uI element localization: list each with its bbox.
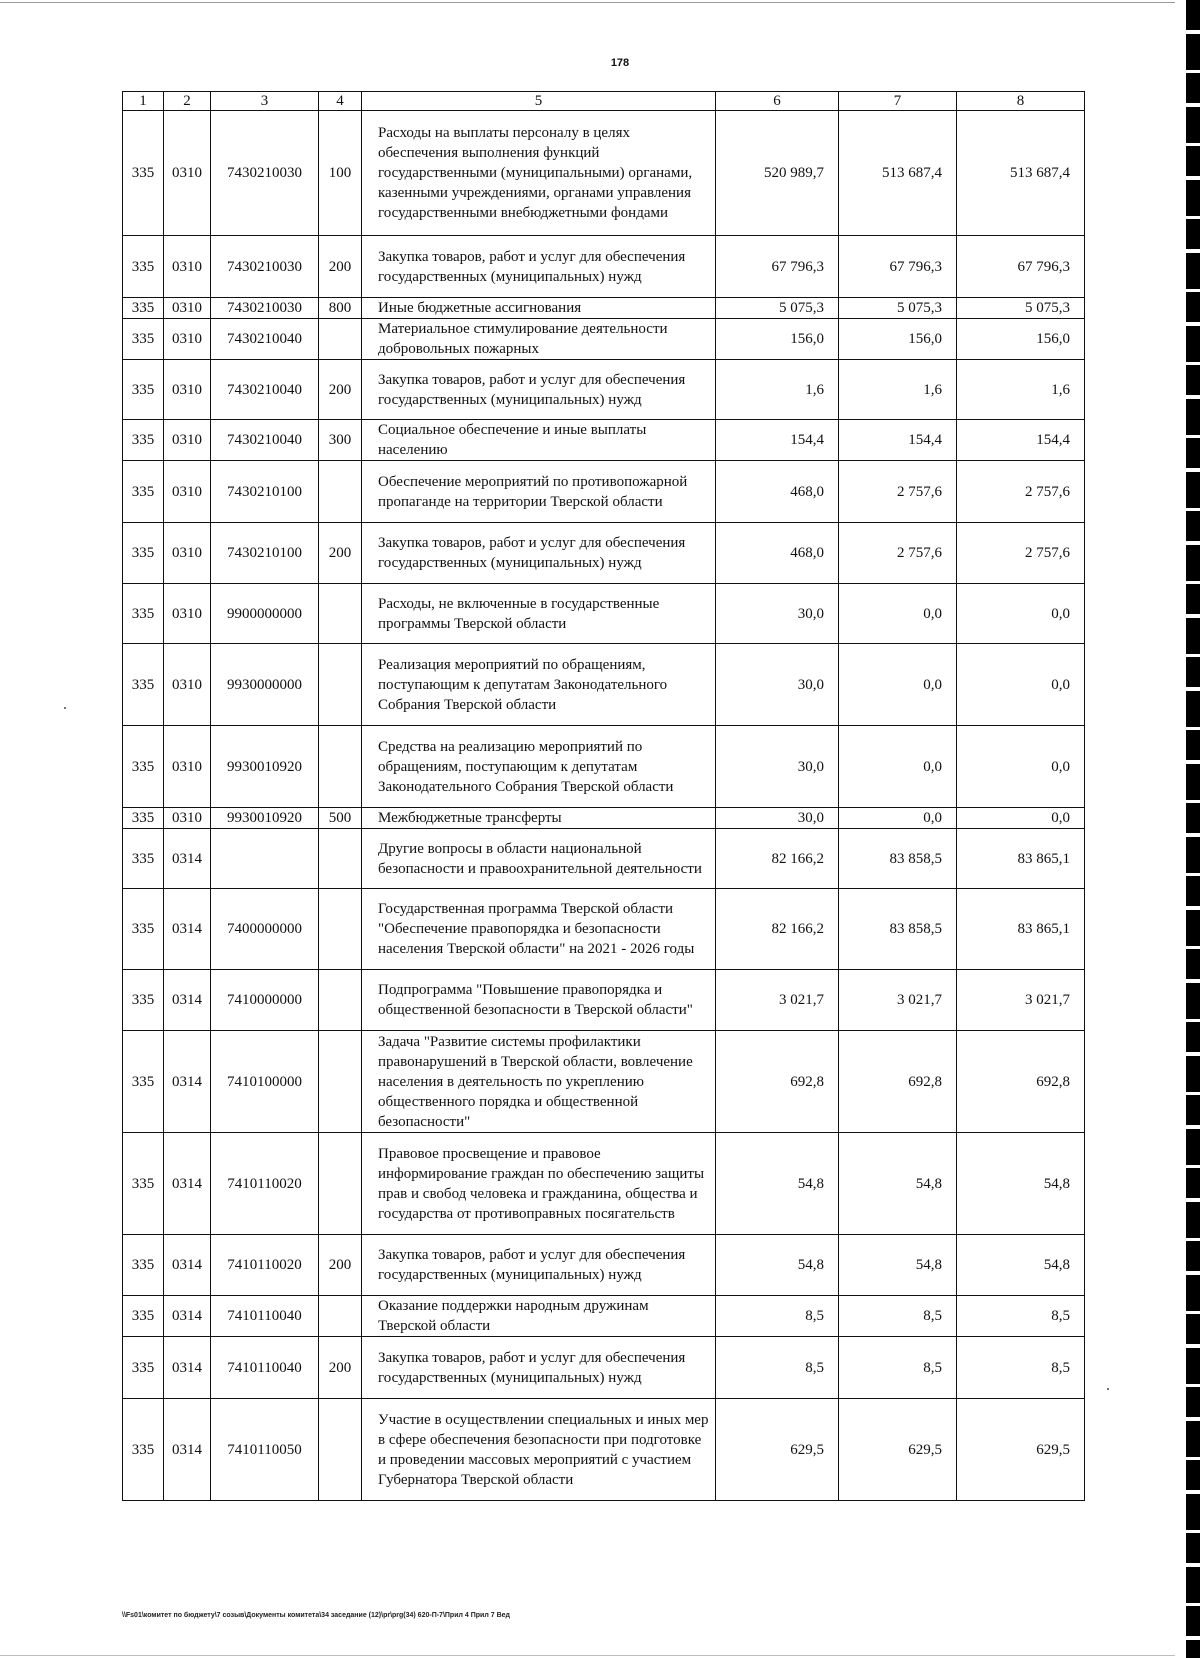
expense-type-cell: 200	[319, 523, 362, 584]
section-code-cell: 0314	[164, 889, 211, 970]
expense-type-cell	[319, 1296, 362, 1337]
amount-col7-cell: 692,8	[839, 1031, 957, 1133]
section-code-cell: 0310	[164, 644, 211, 726]
amount-col6-cell: 5 075,3	[716, 298, 839, 319]
header-cell-6: 6	[716, 92, 839, 111]
amount-col6-cell: 8,5	[716, 1296, 839, 1337]
section-code-cell: 0310	[164, 523, 211, 584]
section-code-cell: 0314	[164, 1133, 211, 1235]
expense-type-cell: 200	[319, 236, 362, 298]
top-scan-rule	[0, 2, 1175, 3]
amount-col8-cell: 2 757,6	[957, 523, 1085, 584]
target-article-cell: 7410110040	[211, 1296, 319, 1337]
target-article-cell: 7430210040	[211, 360, 319, 420]
section-code-cell: 0314	[164, 1399, 211, 1501]
expense-type-cell: 500	[319, 808, 362, 829]
admin-code-cell: 335	[123, 1296, 164, 1337]
amount-col8-cell: 629,5	[957, 1399, 1085, 1501]
expense-type-cell	[319, 1031, 362, 1133]
section-code-cell: 0310	[164, 461, 211, 523]
table-header-row	[123, 92, 1085, 111]
target-article-cell: 9930000000	[211, 644, 319, 726]
section-code-cell: 0314	[164, 970, 211, 1031]
amount-col6-cell: 82 166,2	[716, 889, 839, 970]
target-article-cell: 7430210030	[211, 298, 319, 319]
header-cell-2: 2	[164, 92, 211, 111]
amount-col8-cell: 3 021,7	[957, 970, 1085, 1031]
amount-col6-cell: 54,8	[716, 1235, 839, 1296]
target-article-cell: 7430210030	[211, 236, 319, 298]
description-cell: Закупка товаров, работ и услуг для обеспечения государственных (муниципальных) нужд	[362, 236, 716, 298]
amount-col8-cell: 692,8	[957, 1031, 1085, 1133]
header-cell-8: 8	[957, 92, 1085, 111]
amount-col6-cell: 520 989,7	[716, 111, 839, 236]
amount-col7-cell: 83 858,5	[839, 829, 957, 889]
target-article-cell: 7430210040	[211, 319, 319, 360]
amount-col7-cell: 156,0	[839, 319, 957, 360]
footer-file-path: \\Fs01\комитет по бюджету\7 созыв\Документы комитета\34 заседание (12)\pr\prg(34) 620-П-7\Прил 4 Прил 7 Вед	[122, 1612, 510, 1619]
table-row	[123, 461, 1085, 523]
target-article-cell: 7430210100	[211, 523, 319, 584]
section-code-cell: 0310	[164, 319, 211, 360]
description-cell: Участие в осуществлении специальных и иных мер в сфере обеспечения безопасности при подготовке и проведении массовых мероприятий с участием Губернатора Тверской области	[362, 1399, 716, 1501]
table-row	[123, 644, 1085, 726]
expense-type-cell	[319, 726, 362, 808]
table-row	[123, 1133, 1085, 1235]
expense-type-cell	[319, 1133, 362, 1235]
table-row	[123, 236, 1085, 298]
table-row	[123, 1031, 1085, 1133]
amount-col8-cell: 0,0	[957, 644, 1085, 726]
amount-col7-cell: 83 858,5	[839, 889, 957, 970]
section-code-cell: 0314	[164, 1235, 211, 1296]
admin-code-cell: 335	[123, 1031, 164, 1133]
admin-code-cell: 335	[123, 808, 164, 829]
amount-col6-cell: 3 021,7	[716, 970, 839, 1031]
target-article-cell: 9930010920	[211, 808, 319, 829]
table-row	[123, 726, 1085, 808]
admin-code-cell: 335	[123, 1399, 164, 1501]
section-code-cell: 0310	[164, 236, 211, 298]
amount-col6-cell: 82 166,2	[716, 829, 839, 889]
expense-type-cell: 200	[319, 1337, 362, 1399]
admin-code-cell: 335	[123, 111, 164, 236]
amount-col6-cell: 468,0	[716, 523, 839, 584]
expense-type-cell	[319, 829, 362, 889]
table-row	[123, 319, 1085, 360]
amount-col8-cell: 154,4	[957, 420, 1085, 461]
amount-col8-cell: 0,0	[957, 584, 1085, 644]
amount-col6-cell: 468,0	[716, 461, 839, 523]
target-article-cell: 7410110020	[211, 1133, 319, 1235]
amount-col6-cell: 30,0	[716, 808, 839, 829]
admin-code-cell: 335	[123, 360, 164, 420]
description-cell: Обеспечение мероприятий по противопожарной пропаганде на территории Тверской области	[362, 461, 716, 523]
admin-code-cell: 335	[123, 461, 164, 523]
expense-type-cell	[319, 644, 362, 726]
section-code-cell: 0310	[164, 420, 211, 461]
amount-col6-cell: 156,0	[716, 319, 839, 360]
description-cell: Подпрограмма "Повышение правопорядка и общественной безопасности в Тверской области"	[362, 970, 716, 1031]
amount-col7-cell: 2 757,6	[839, 523, 957, 584]
description-cell: Закупка товаров, работ и услуг для обеспечения государственных (муниципальных) нужд	[362, 1337, 716, 1399]
amount-col7-cell: 67 796,3	[839, 236, 957, 298]
description-cell: Материальное стимулирование деятельности добровольных пожарных	[362, 319, 716, 360]
target-article-cell: 7410110020	[211, 1235, 319, 1296]
amount-col7-cell: 2 757,6	[839, 461, 957, 523]
admin-code-cell: 335	[123, 298, 164, 319]
amount-col8-cell: 8,5	[957, 1296, 1085, 1337]
table-row	[123, 1399, 1085, 1501]
bottom-scan-rule	[0, 1655, 1175, 1656]
amount-col7-cell: 8,5	[839, 1296, 957, 1337]
description-cell: Другие вопросы в области национальной безопасности и правоохранительной деятельности	[362, 829, 716, 889]
amount-col6-cell: 30,0	[716, 584, 839, 644]
target-article-cell: 7430210030	[211, 111, 319, 236]
description-cell: Расходы, не включенные в государственные программы Тверской области	[362, 584, 716, 644]
target-article-cell: 9930010920	[211, 726, 319, 808]
expense-type-cell: 200	[319, 360, 362, 420]
amount-col6-cell: 692,8	[716, 1031, 839, 1133]
admin-code-cell: 335	[123, 420, 164, 461]
admin-code-cell: 335	[123, 1235, 164, 1296]
scan-speck	[64, 707, 66, 709]
admin-code-cell: 335	[123, 970, 164, 1031]
amount-col7-cell: 0,0	[839, 644, 957, 726]
admin-code-cell: 335	[123, 523, 164, 584]
expense-type-cell	[319, 319, 362, 360]
section-code-cell: 0314	[164, 1296, 211, 1337]
section-code-cell: 0310	[164, 808, 211, 829]
expense-type-cell	[319, 461, 362, 523]
amount-col6-cell: 1,6	[716, 360, 839, 420]
table-row	[123, 298, 1085, 319]
amount-col6-cell: 8,5	[716, 1337, 839, 1399]
table-row	[123, 523, 1085, 584]
amount-col8-cell: 1,6	[957, 360, 1085, 420]
expense-type-cell	[319, 970, 362, 1031]
target-article-cell: 7400000000	[211, 889, 319, 970]
amount-col7-cell: 3 021,7	[839, 970, 957, 1031]
amount-col7-cell: 1,6	[839, 360, 957, 420]
table-row	[123, 584, 1085, 644]
target-article-cell: 7410110050	[211, 1399, 319, 1501]
target-article-cell: 7410100000	[211, 1031, 319, 1133]
header-cell-5: 5	[362, 92, 716, 111]
section-code-cell: 0310	[164, 111, 211, 236]
target-article-cell: 9900000000	[211, 584, 319, 644]
header-cell-4: 4	[319, 92, 362, 111]
description-cell: Иные бюджетные ассигнования	[362, 298, 716, 319]
target-article-cell: 7430210100	[211, 461, 319, 523]
amount-col7-cell: 5 075,3	[839, 298, 957, 319]
amount-col8-cell: 54,8	[957, 1235, 1085, 1296]
table-row	[123, 970, 1085, 1031]
expense-type-cell: 200	[319, 1235, 362, 1296]
description-cell: Государственная программа Тверской области "Обеспечение правопорядка и безопасности населения Тверской области" на 2021 - 2026 годы	[362, 889, 716, 970]
scan-edge-strip	[1186, 0, 1200, 1658]
amount-col7-cell: 0,0	[839, 584, 957, 644]
expense-type-cell: 100	[319, 111, 362, 236]
amount-col8-cell: 513 687,4	[957, 111, 1085, 236]
description-cell: Закупка товаров, работ и услуг для обеспечения государственных (муниципальных) нужд	[362, 523, 716, 584]
amount-col6-cell: 54,8	[716, 1133, 839, 1235]
amount-col8-cell: 54,8	[957, 1133, 1085, 1235]
description-cell: Закупка товаров, работ и услуг для обеспечения государственных (муниципальных) нужд	[362, 360, 716, 420]
description-cell: Закупка товаров, работ и услуг для обеспечения государственных (муниципальных) нужд	[362, 1235, 716, 1296]
expense-type-cell: 800	[319, 298, 362, 319]
admin-code-cell: 335	[123, 726, 164, 808]
table-row	[123, 360, 1085, 420]
description-cell: Реализация мероприятий по обращениям, поступающим к депутатам Законодательного Собрания Тверской области	[362, 644, 716, 726]
header-cell-7: 7	[839, 92, 957, 111]
section-code-cell: 0310	[164, 360, 211, 420]
table-row	[123, 1296, 1085, 1337]
table-row	[123, 808, 1085, 829]
amount-col8-cell: 83 865,1	[957, 829, 1085, 889]
amount-col8-cell: 8,5	[957, 1337, 1085, 1399]
description-cell: Правовое просвещение и правовое информирование граждан по обеспечению защиты прав и свобод человека и гражданина, общества и государства от противоправных посягательств	[362, 1133, 716, 1235]
section-code-cell: 0314	[164, 829, 211, 889]
description-cell: Средства на реализацию мероприятий по обращениям, поступающим к депутатам Законодательного Собрания Тверской области	[362, 726, 716, 808]
section-code-cell: 0310	[164, 584, 211, 644]
table-row	[123, 1235, 1085, 1296]
section-code-cell: 0314	[164, 1337, 211, 1399]
target-article-cell	[211, 829, 319, 889]
expense-type-cell	[319, 1399, 362, 1501]
amount-col7-cell: 154,4	[839, 420, 957, 461]
description-cell: Социальное обеспечение и иные выплаты населению	[362, 420, 716, 461]
admin-code-cell: 335	[123, 584, 164, 644]
table-row	[123, 889, 1085, 970]
table-row	[123, 420, 1085, 461]
scan-speck	[1107, 1388, 1109, 1390]
amount-col8-cell: 2 757,6	[957, 461, 1085, 523]
budget-table-body	[123, 92, 1085, 1501]
section-code-cell: 0310	[164, 298, 211, 319]
description-cell: Оказание поддержки народным дружинам Тверской области	[362, 1296, 716, 1337]
amount-col8-cell: 67 796,3	[957, 236, 1085, 298]
expense-type-cell	[319, 584, 362, 644]
amount-col8-cell: 83 865,1	[957, 889, 1085, 970]
page-number: 178	[610, 57, 630, 69]
table-row	[123, 1337, 1085, 1399]
amount-col8-cell: 156,0	[957, 319, 1085, 360]
amount-col6-cell: 67 796,3	[716, 236, 839, 298]
amount-col7-cell: 629,5	[839, 1399, 957, 1501]
table-row	[123, 111, 1085, 236]
budget-table	[122, 91, 1085, 1501]
admin-code-cell: 335	[123, 829, 164, 889]
description-cell: Расходы на выплаты персоналу в целях обеспечения выполнения функций государственными (муниципальными) органами, казенными учреждениями, органами управления государственными внебюджетными фондами	[362, 111, 716, 236]
amount-col8-cell: 0,0	[957, 808, 1085, 829]
section-code-cell: 0314	[164, 1031, 211, 1133]
amount-col7-cell: 54,8	[839, 1235, 957, 1296]
amount-col8-cell: 5 075,3	[957, 298, 1085, 319]
amount-col8-cell: 0,0	[957, 726, 1085, 808]
admin-code-cell: 335	[123, 319, 164, 360]
expense-type-cell: 300	[319, 420, 362, 461]
target-article-cell: 7410110040	[211, 1337, 319, 1399]
target-article-cell: 7430210040	[211, 420, 319, 461]
amount-col6-cell: 629,5	[716, 1399, 839, 1501]
amount-col7-cell: 0,0	[839, 808, 957, 829]
admin-code-cell: 335	[123, 1133, 164, 1235]
description-cell: Задача "Развитие системы профилактики правонарушений в Тверской области, вовлечение населения в деятельность по укреплению общественного порядка и общественной безопасности"	[362, 1031, 716, 1133]
table-row	[123, 829, 1085, 889]
amount-col7-cell: 54,8	[839, 1133, 957, 1235]
admin-code-cell: 335	[123, 644, 164, 726]
amount-col6-cell: 30,0	[716, 726, 839, 808]
amount-col7-cell: 513 687,4	[839, 111, 957, 236]
section-code-cell: 0310	[164, 726, 211, 808]
amount-col7-cell: 8,5	[839, 1337, 957, 1399]
expense-type-cell	[319, 889, 362, 970]
admin-code-cell: 335	[123, 236, 164, 298]
target-article-cell: 7410000000	[211, 970, 319, 1031]
header-cell-3: 3	[211, 92, 319, 111]
amount-col6-cell: 30,0	[716, 644, 839, 726]
admin-code-cell: 335	[123, 1337, 164, 1399]
header-cell-1: 1	[123, 92, 164, 111]
description-cell: Межбюджетные трансферты	[362, 808, 716, 829]
amount-col6-cell: 154,4	[716, 420, 839, 461]
amount-col7-cell: 0,0	[839, 726, 957, 808]
admin-code-cell: 335	[123, 889, 164, 970]
